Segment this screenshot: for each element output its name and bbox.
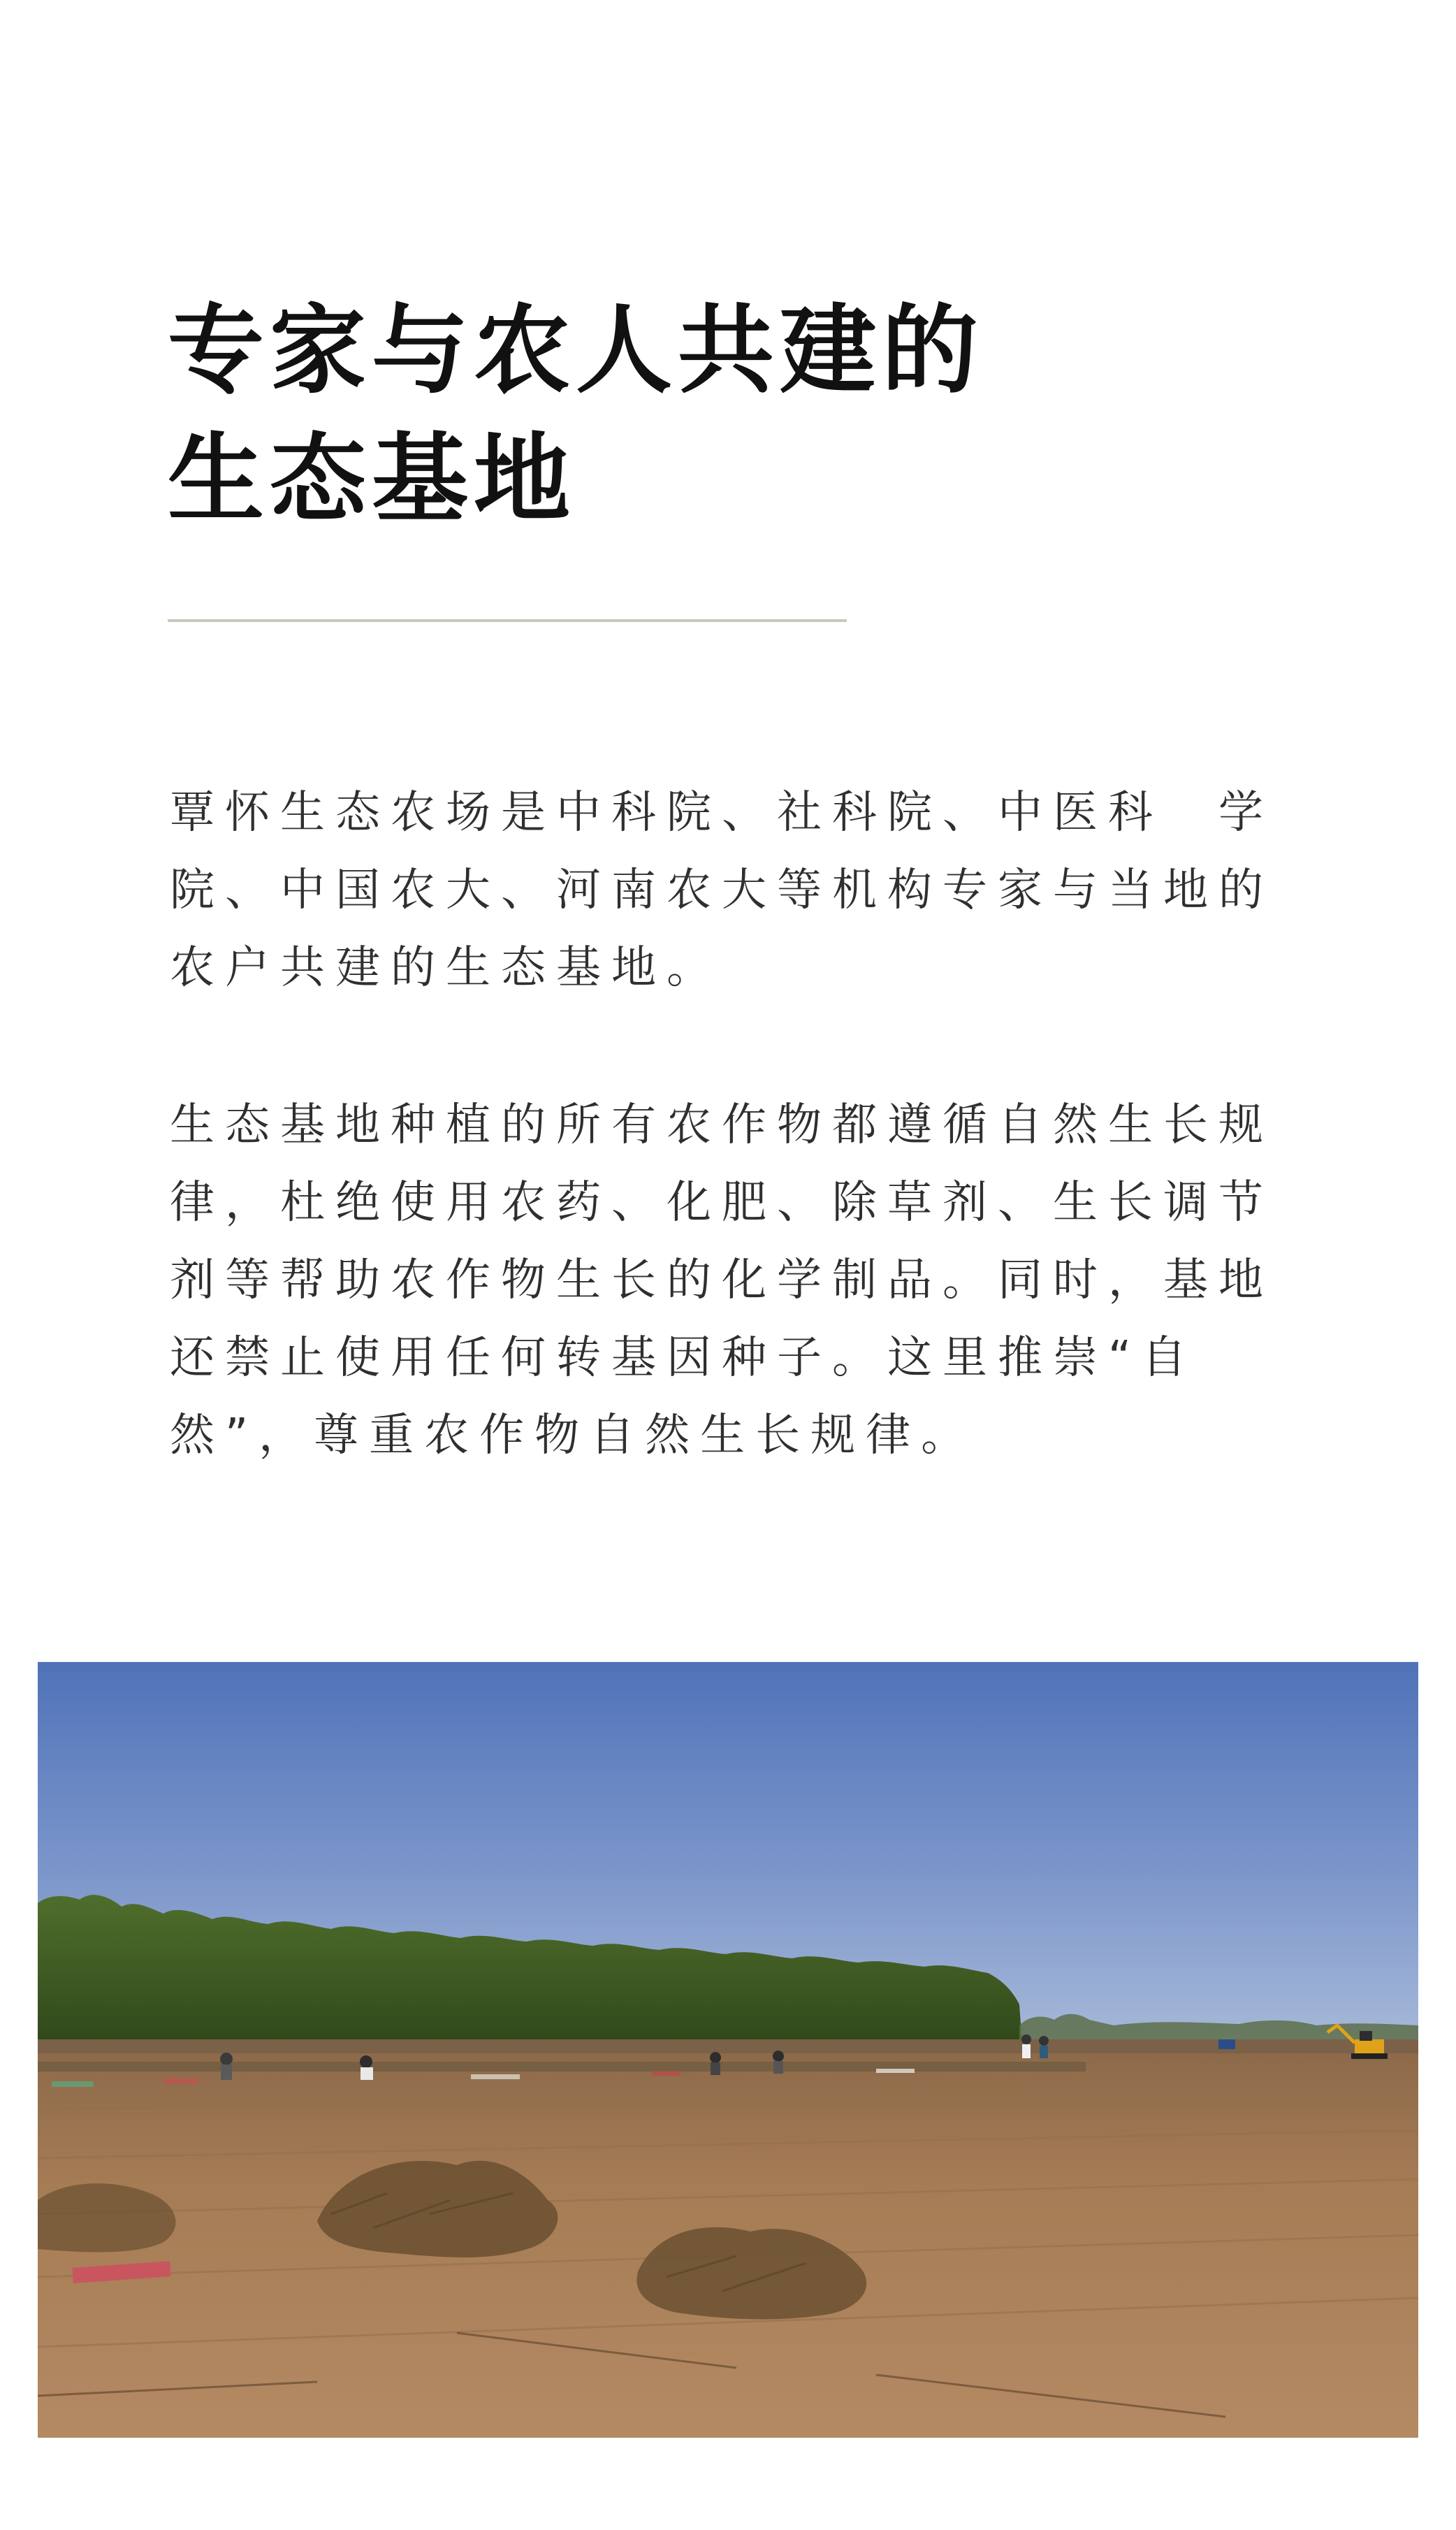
paragraph-line: 剂等帮助农作物生长的化学制品。同时，基地 [170,1255,1274,1306]
practice-paragraph [170,1087,1303,1475]
farm-field-photo [38,1662,1418,2438]
title-line-2: 生态基地 [168,423,576,535]
paragraph-line: 农户共建的生态基地。 [170,942,722,994]
paragraph-line: 然”，尊重农作物自然生长规律。 [170,1410,977,1461]
crop-row [38,2062,1086,2072]
title-divider [168,619,847,622]
farm-field-illustration [38,1662,1418,2438]
title-line-1: 专家与农人共建的 [168,294,984,407]
paragraph-line: 生态基地种植的所有农作物都遵循自然生长规 [170,1099,1274,1151]
article-title [168,287,1216,544]
intro-paragraph [170,774,1303,1007]
paragraph-line: 院、中国农大、河南农大等机构专家与当地的 [170,865,1274,916]
paragraph-line: 律，杜绝使用农药、化肥、除草剂、生长调节 [170,1177,1274,1229]
paragraph-line: 覃怀生态农场是中科院、社科院、中医科 学 [170,787,1274,839]
paragraph-line: 还禁止使用任何转基因种子。这里推崇“自 [170,1332,1197,1384]
